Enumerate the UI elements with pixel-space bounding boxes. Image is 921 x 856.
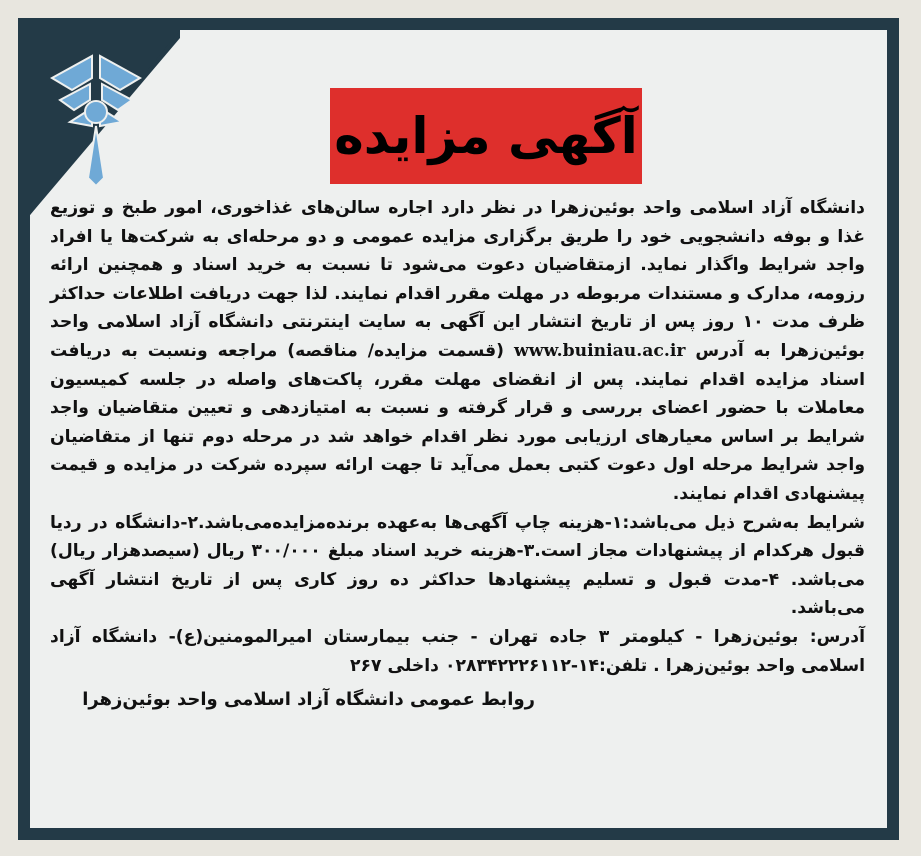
address-text: بوئین‌زهرا - کیلومتر ۳ جاده تهران - جنب بیمارستان امیرالمومنین(ع)- دانشگاه آزاد اسلامی واحد بوئین‌زهرا . تلفن:۱۴-۰۲۸۳۴۲۲۲۶۱۱۲ داخلی ۲۶۷ [50,626,865,676]
notice-paragraph [50,194,865,509]
notice-body [50,194,865,715]
paragraph-text-2: (قسمت مزایده/ مناقصه) مراجعه ونسبت به دریافت اسناد مزایده اقدام نمایند. پس از انقضای مهلت مقرر، پاکت‌های واصله در جلسه کمیسیون معاملات با حضور اعضای بررسی و قرار گرفته و نسبت به امتیازدهی و تعیین متقاضیان واجد شرایط بر اساس معیارهای ارزیابی مورد نظر اقدام خواهد شد در مرحله دوم تنها از متقاضیان واجد شرایط مرحله اول دعوت کتبی بعمل می‌آید تا جهت ارائه سپرده شرکت در مزایده و قیمت پیشنهادی اقدام نمایند. [50,340,865,504]
university-emblem-icon [30,30,180,215]
paragraph-text-1: دانشگاه آزاد اسلامی واحد بوئین‌زهرا در نظر دارد اجاره سالن‌های غذاخوری، امور طبخ و توزیع غذا و بوفه دانشجویی خود را طریق برگزاری مزایده عمومی و دو مرحله‌ای به شرکت‌ها یا افراد واجد شرایط واگذار نماید. ازمتقاضیان دعوت می‌شود تا نسبت به خرید اسناد و همچنین ارائه رزومه، مدارک و مستندات مربوطه در مهلت مقرر اقدام نمایند. لذا جهت دریافت اطلاعات حداکثر ظرف مدت ۱۰ روز پس از تاریخ انتشار این آگهی به سایت اینترنتی دانشگاه آزاد اسلامی واحد بوئین‌زهرا به آدرس [50,198,866,361]
signature-line: روابط عمومی دانشگاه آزاد اسلامی واحد بوئین‌زهرا [82,689,535,711]
website-link[interactable]: www.buiniau.ac.ir [513,340,686,361]
notice-title: آگهی مزایده [334,107,638,165]
address-block [50,623,865,680]
address-label: آدرس: [809,626,865,647]
conditions-text: شرایط به‌شرح ذیل می‌باشد:۱-هزینه چاپ آگهی‌ها به‌عهده برنده‌مزایده‌می‌باشد.۲-دانشگاه در ردیا قبول هرکدام از پیشنهادات مجاز است.۳-هزینه خرید اسناد مبلغ ۳۰۰/۰۰۰ ریال (سیصدهزار ریال) می‌باشد. ۴-مدت قبول و تسلیم پیشنهادها حداکثر ده روز کاری پس از تاریخ انتشار آگهی می‌باشد. [50,512,865,619]
title-banner [330,88,642,184]
notice-frame [18,18,899,840]
